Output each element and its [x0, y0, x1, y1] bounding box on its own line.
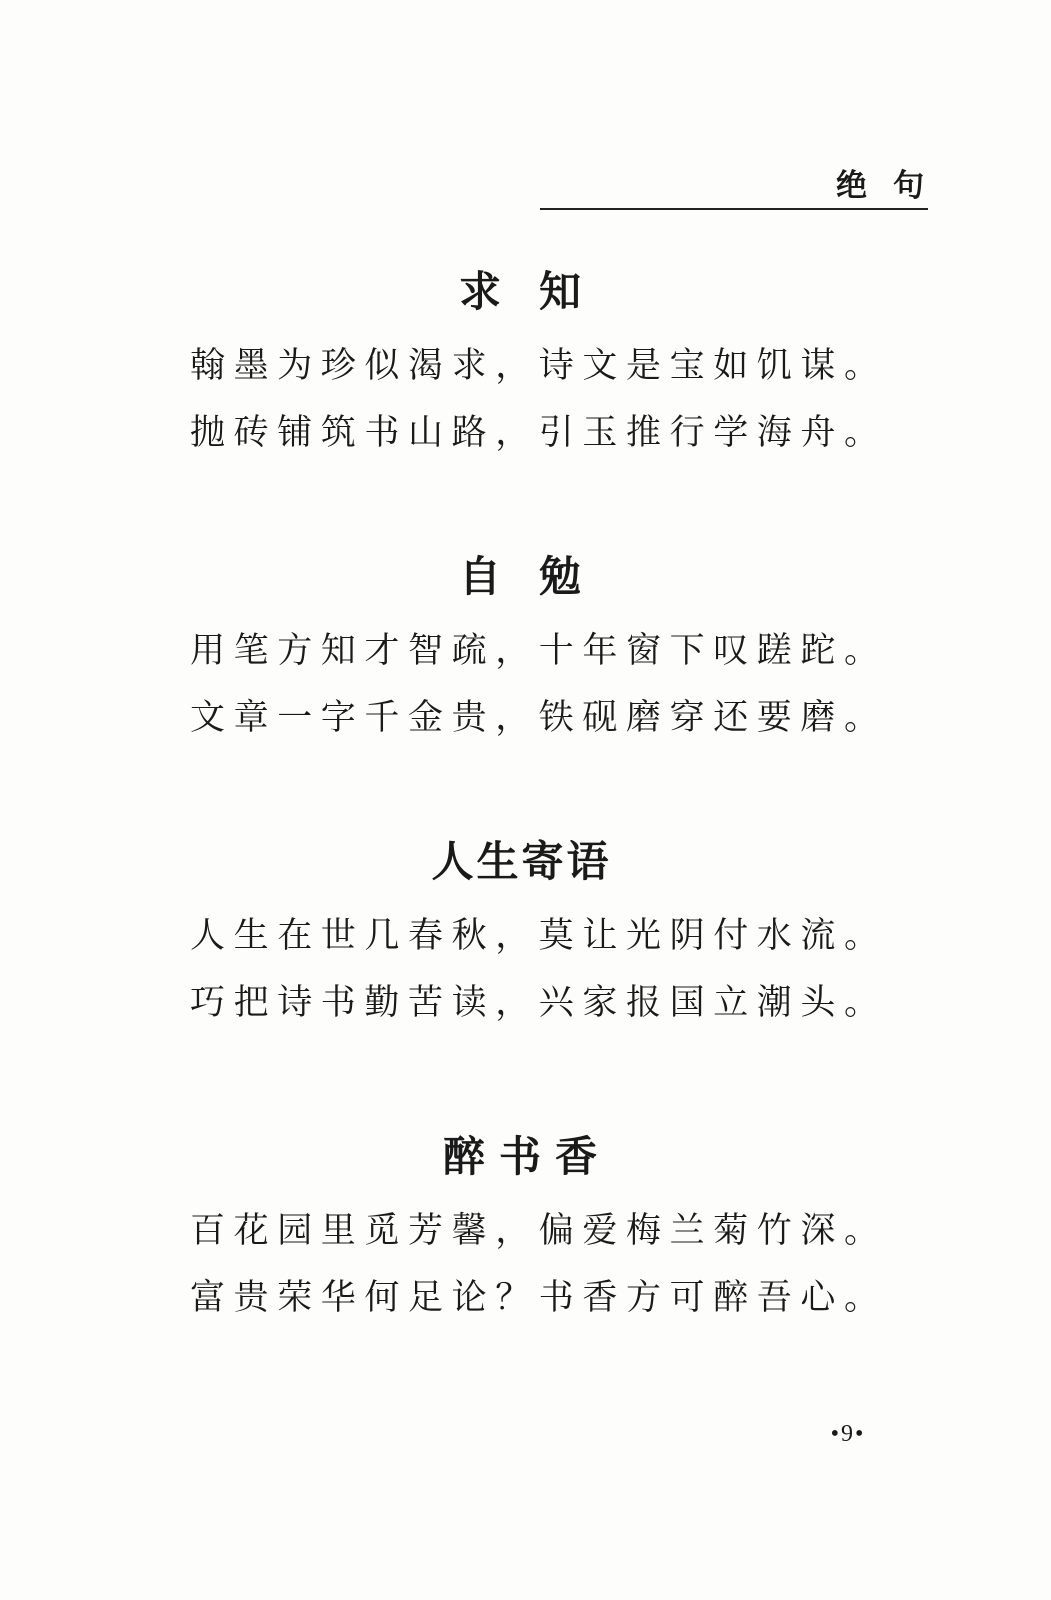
poem-line: 文章一字千金贵，铁砚磨穿还要磨。	[190, 698, 888, 738]
poem-title: 醉书香	[442, 1132, 611, 1181]
poem-title: 人生寄语	[431, 837, 612, 886]
poem-line: 百花园里觅芳馨，偏爱梅兰菊竹深。	[190, 1211, 888, 1251]
poem-title: 自勉	[458, 552, 619, 601]
poem-line: 翰墨为珍似渴求，诗文是宝如饥谋。	[190, 346, 888, 386]
poem-line: 巧把诗书勤苦读，兴家报国立潮头。	[190, 983, 888, 1023]
poem-line: 人生在世几春秋，莫让光阴付水流。	[190, 916, 888, 956]
poem-title: 求知	[458, 267, 619, 316]
poem-line: 抛砖铺筑书山路，引玉推行学海舟。	[190, 413, 888, 453]
poem-zimian	[190, 552, 888, 738]
page-number: •9•	[830, 1421, 866, 1447]
section-title: 绝句	[836, 168, 950, 204]
running-header	[540, 168, 950, 210]
poem-line: 富贵荣华何足论？书香方可醉吾心。	[190, 1278, 888, 1318]
poem-zui-shuxiang	[190, 1132, 888, 1318]
poem-rensheng-jiyu	[190, 837, 888, 1023]
poem-line: 用笔方知才智疏，十年窗下叹蹉跎。	[190, 631, 888, 671]
poem-qiuzhi	[190, 267, 888, 453]
